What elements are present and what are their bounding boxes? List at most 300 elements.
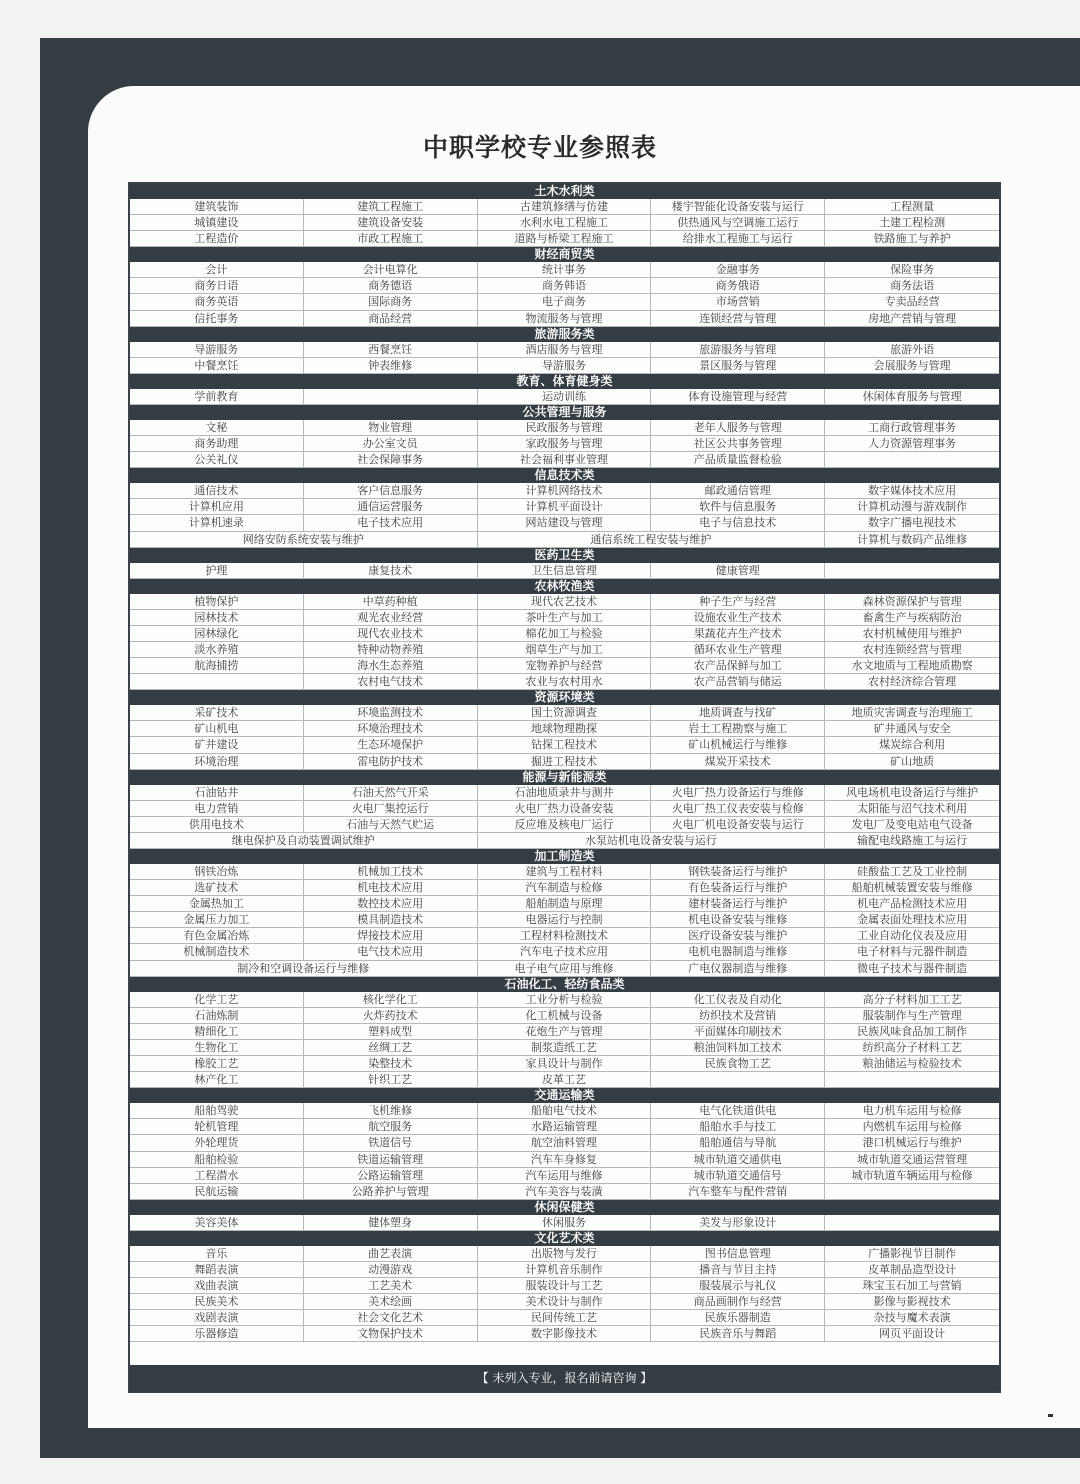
- table-cell: 石油地质录井与测井: [478, 785, 652, 800]
- table-cell: [825, 1184, 999, 1199]
- table-cell: 宠物养护与经营: [478, 658, 652, 673]
- table-row: [130, 1119, 999, 1135]
- table-cell: 皮革工艺: [478, 1072, 652, 1087]
- table-cell: 种子生产与经营: [651, 594, 825, 609]
- table-cell: 导游服务: [130, 342, 304, 357]
- table-cell: 戏剧表演: [130, 1310, 304, 1325]
- table-cell: 汽车整车与配件营销: [651, 1184, 825, 1199]
- table-cell: 矿井通风与安全: [873, 722, 951, 736]
- table-cell: 高分子材料加工工艺: [862, 992, 962, 1006]
- table-cell: 社会福利事业管理: [478, 452, 652, 467]
- table-cell: 有色装备运行与维护: [651, 880, 825, 895]
- table-cell: 发电厂及变电站电气设备: [851, 817, 973, 831]
- table-cell: 动漫游戏: [304, 1262, 478, 1277]
- table-cell: 音乐: [130, 1246, 304, 1261]
- table-cell: 汽车制造与检修: [478, 880, 652, 895]
- table-cell: 建材装备运行与维护: [651, 896, 825, 911]
- table-cell: 公路运输管理: [304, 1168, 478, 1183]
- table-row: [130, 944, 999, 960]
- table-cell: 电子材料与元器件制造: [857, 945, 968, 959]
- table-cell: 农产品营销与储运: [651, 674, 825, 689]
- table-cell: 旅游外语: [890, 342, 935, 356]
- table-cell: 煤炭综合利用: [879, 738, 946, 752]
- table-cell: 采矿技术: [130, 705, 304, 720]
- table-row: [130, 785, 999, 801]
- table-cell: 观光农业经营: [304, 610, 478, 625]
- table-cell: 硅酸盐工艺及工业控制: [857, 865, 968, 878]
- table-cell: 钟表维修: [304, 358, 478, 373]
- table-cell: 太阳能与沼气技术利用: [857, 801, 968, 815]
- table-row: [130, 199, 999, 215]
- table-cell: 电子技术应用: [304, 515, 478, 530]
- table-cell: 矿井建设: [130, 737, 304, 752]
- table-cell: 船舶通信与导航: [651, 1135, 825, 1150]
- table-cell: 继电保护及自动装置调试维护: [130, 833, 478, 848]
- table-cell: 生物化工: [130, 1040, 304, 1055]
- table-cell: 汽车运用与维修: [478, 1168, 652, 1183]
- table-row: [130, 928, 999, 944]
- category-header: 公共管理与服务: [130, 405, 999, 420]
- table-cell: 电力机车运用与检修: [862, 1104, 962, 1118]
- table-cell: 广播影视节目制作: [868, 1246, 957, 1260]
- table-cell: 建筑与工程材料: [478, 864, 652, 879]
- table-cell: 铁道运输管理: [304, 1152, 478, 1167]
- table-cell: [825, 452, 999, 467]
- table-row: [130, 992, 999, 1008]
- table-cell: 内燃机车运用与检修: [862, 1120, 962, 1134]
- table-cell: 电子与信息技术: [651, 515, 825, 530]
- table-cell: 纺织高分子材料工艺: [862, 1040, 962, 1054]
- table-cell: 计算机平面设计: [478, 499, 652, 514]
- table-row: [130, 1246, 999, 1262]
- table-cell: 民政服务与管理: [478, 420, 652, 435]
- table-cell: 连锁经营与管理: [651, 311, 825, 326]
- table-cell: 核化学化工: [304, 992, 478, 1007]
- table-row: [130, 1024, 999, 1040]
- table-row: [130, 626, 999, 642]
- table-cell: 美容美体: [130, 1215, 304, 1230]
- table-cell: 钢铁冶炼: [130, 864, 304, 879]
- table-cell: 焊接技术应用: [304, 928, 478, 943]
- table-cell: 商务法语: [890, 279, 935, 293]
- table-cell: 有色金属冶炼: [130, 928, 304, 943]
- table-cell: 建筑装饰: [130, 199, 304, 214]
- table-cell: 工业自动化仪表及应用: [857, 929, 968, 943]
- table-cell: 给排水工程施工与运行: [651, 231, 825, 246]
- table-cell: 现代农业技术: [304, 626, 478, 641]
- table-cell: 航空服务: [304, 1119, 478, 1134]
- table-cell: 出版物与发行: [478, 1246, 652, 1261]
- table-cell: 茶叶生产与加工: [478, 610, 652, 625]
- table-cell: 通信技术: [130, 483, 304, 498]
- table-row: [130, 658, 999, 674]
- category-header: 旅游服务类: [130, 327, 999, 342]
- table-cell: 石油与天然气贮运: [304, 817, 478, 832]
- table-cell: 染整技术: [304, 1056, 478, 1071]
- table-row: [130, 1310, 999, 1326]
- table-row: [130, 231, 999, 247]
- table-cell: 运动训练: [478, 389, 652, 404]
- table-row: [130, 754, 999, 770]
- table-cell: 乐器修造: [130, 1326, 304, 1341]
- table-cell: 土建工程检测: [879, 216, 946, 230]
- table-row: [130, 311, 999, 327]
- table-cell: 供用电技术: [130, 817, 304, 832]
- table-row: [130, 642, 999, 658]
- table-cell: 精细化工: [130, 1024, 304, 1039]
- table-cell: 掘进工程技术: [478, 754, 652, 769]
- table-cell: 农村经济综合管理: [868, 675, 957, 689]
- table-cell: 钻探工程技术: [478, 737, 652, 752]
- table-cell: 设施农业生产技术: [651, 610, 825, 625]
- table-cell: 特种动物养殖: [304, 642, 478, 657]
- table-row: [130, 833, 999, 849]
- table-cell: 平面媒体印刷技术: [651, 1024, 825, 1039]
- table-cell: 循环农业生产管理: [651, 642, 825, 657]
- table-cell: 植物保护: [130, 594, 304, 609]
- table-cell: 金属压力加工: [130, 912, 304, 927]
- corner-mark: [1048, 1414, 1053, 1417]
- table-cell: 机械制造技术: [130, 944, 304, 959]
- table-cell: 模具制造技术: [304, 912, 478, 927]
- table-cell: 火电厂集控运行: [304, 801, 478, 816]
- table-cell: 图书信息管理: [651, 1246, 825, 1261]
- table-cell: 船舶水手与技工: [651, 1119, 825, 1134]
- table-cell: 雷电防护技术: [304, 754, 478, 769]
- table-cell: 工商行政管理事务: [868, 420, 957, 434]
- table-cell: 航海捕捞: [130, 658, 304, 673]
- table-cell: 城镇建设: [130, 215, 304, 230]
- table-cell: 火电厂机电设备安装与运行: [651, 817, 825, 832]
- table-cell: 针织工艺: [304, 1072, 478, 1087]
- table-cell: 物业管理: [304, 420, 478, 435]
- table-cell: 生态环境保护: [304, 737, 478, 752]
- table-row: [130, 452, 999, 468]
- table-cell: 民间传统工艺: [478, 1310, 652, 1325]
- table-cell: 电气化铁道供电: [651, 1103, 825, 1118]
- table-row: [130, 1103, 999, 1119]
- table-cell: 船舶电气技术: [478, 1103, 652, 1118]
- category-header: 资源环境类: [130, 690, 999, 705]
- table-cell: 专卖品经营: [884, 295, 940, 309]
- table-row: [130, 1072, 999, 1088]
- table-cell: 古建筑修缮与仿建: [478, 199, 652, 214]
- table-cell: 海水生态养殖: [304, 658, 478, 673]
- table-cell: 导游服务: [478, 358, 652, 373]
- table-cell: 家政服务与管理: [478, 436, 652, 451]
- table-row: [130, 1152, 999, 1168]
- table-cell: 护理: [130, 563, 304, 578]
- table-cell: 体育设施管理与经营: [651, 389, 825, 404]
- table-row: [130, 880, 999, 896]
- table-row: [130, 721, 999, 737]
- table-cell: 农产品保鲜与加工: [651, 658, 825, 673]
- table-cell: 外轮理货: [130, 1135, 304, 1150]
- table-cell: 地质调查与找矿: [651, 705, 825, 720]
- table-cell: 文物保护技术: [304, 1326, 478, 1341]
- table-cell: 环境治理技术: [304, 721, 478, 736]
- table-row: [130, 817, 999, 833]
- table-cell: 棉花加工与检验: [478, 626, 652, 641]
- table-cell: 老年人服务与管理: [651, 420, 825, 435]
- table-row: [130, 1008, 999, 1024]
- table-row: [130, 563, 999, 579]
- table-cell: 农业与农村用水: [478, 674, 652, 689]
- table-cell: 房地产营销与管理: [868, 311, 957, 325]
- table-row: [130, 961, 999, 977]
- table-cell: 水路运输管理: [478, 1119, 652, 1134]
- category-header: 土木水利类: [130, 184, 999, 199]
- table-cell: 城市轨道车辆运用与检修: [851, 1168, 973, 1182]
- table-cell: 汽车车身修复: [478, 1152, 652, 1167]
- table-cell: 汽车美容与装潢: [478, 1184, 652, 1199]
- table-row: [130, 499, 999, 515]
- table-cell: 休闲体育服务与管理: [862, 389, 962, 403]
- table-cell: 制冷和空调设备运行与维修: [130, 961, 478, 976]
- table-cell: 健康管理: [651, 563, 825, 578]
- table-cell: 制浆造纸工艺: [478, 1040, 652, 1055]
- table-cell: 计算机音乐制作: [478, 1262, 652, 1277]
- table-cell: 火电厂热工仪表安装与检修: [651, 801, 825, 816]
- page-title: 中职学校专业参照表: [422, 133, 657, 162]
- table-cell: 计算机速录: [130, 515, 304, 530]
- table-cell: 网页平面设计: [879, 1327, 946, 1341]
- table-row: [130, 420, 999, 436]
- table-row: [130, 864, 999, 880]
- table-cell: 粮油饲料加工技术: [651, 1040, 825, 1055]
- table-cell: 烟草生产与加工: [478, 642, 652, 657]
- table-cell: 民族食物工艺: [651, 1056, 825, 1071]
- category-header: 加工制造类: [130, 849, 999, 864]
- table-cell: 矿山机械运行与维修: [651, 737, 825, 752]
- table-cell: 社会文化艺术: [304, 1310, 478, 1325]
- major-reference-table: [128, 182, 1001, 1393]
- table-cell: 商务德语: [304, 278, 478, 293]
- table-cell: 微电子技术与器件制造: [857, 961, 968, 975]
- table-cell: 数字媒体技术应用: [868, 484, 957, 498]
- table-cell: 农村连锁经营与管理: [862, 642, 962, 656]
- table-row: [130, 262, 999, 278]
- table-cell: 花炮生产与管理: [478, 1024, 652, 1039]
- table-cell: 康复技术: [304, 563, 478, 578]
- table-cell: 民族风味食品加工制作: [857, 1024, 968, 1038]
- category-header: 农林牧渔类: [130, 579, 999, 594]
- table-cell: 畜禽生产与疾病防治: [862, 610, 962, 624]
- table-cell: 森林资源保护与管理: [862, 594, 962, 608]
- table-cell: 园林技术: [130, 610, 304, 625]
- table-cell: 中餐烹饪: [130, 358, 304, 373]
- table-cell: 水利水电工程施工: [478, 215, 652, 230]
- table-cell: 钢铁装备运行与维护: [651, 864, 825, 879]
- table-cell: 机械加工技术: [304, 864, 478, 879]
- table-row: [130, 610, 999, 626]
- table-cell: 电机电器制造与维修: [651, 944, 825, 959]
- table-cell: 水泵站机电设备安装与运行: [478, 833, 826, 848]
- table-cell: 计算机与数码产品维修: [857, 532, 968, 546]
- table-cell: 机电技术应用: [304, 880, 478, 895]
- table-cell: 商务英语: [130, 294, 304, 309]
- table-cell: [825, 1215, 999, 1230]
- table-cell: 火电厂热力设备安装: [478, 801, 652, 816]
- table-cell: 民族音乐与舞蹈: [651, 1326, 825, 1341]
- table-cell: 会计电算化: [304, 262, 478, 277]
- table-cell: 地质灾害调查与治理施工: [851, 706, 973, 720]
- table-cell: 现代农艺技术: [478, 594, 652, 609]
- table-row: [130, 912, 999, 928]
- table-cell: 航空油料管理: [478, 1135, 652, 1150]
- table-row: [130, 278, 999, 294]
- table-cell: 工程造价: [130, 231, 304, 246]
- table-cell: 橡胶工艺: [130, 1056, 304, 1071]
- table-cell: 石油钻井: [130, 785, 304, 800]
- table-row: [130, 594, 999, 610]
- table-row: [130, 1040, 999, 1056]
- table-row: [130, 674, 999, 690]
- table-cell: 风电场机电设备运行与维护: [846, 785, 979, 799]
- table-cell: 船舶驾驶: [130, 1103, 304, 1118]
- table-cell: 电器运行与控制: [478, 912, 652, 927]
- table-cell: 淡水养殖: [130, 642, 304, 657]
- table-cell: 酒店服务与管理: [478, 342, 652, 357]
- table-cell: 矿山机电: [130, 721, 304, 736]
- table-cell: 会计: [130, 262, 304, 277]
- table-cell: 电子电气应用与维修: [478, 961, 652, 976]
- table-cell: 林产化工: [130, 1072, 304, 1087]
- table-cell: 汽车电子技术应用: [478, 944, 652, 959]
- table-cell: 邮政通信管理: [651, 483, 825, 498]
- table-cell: 商务助理: [130, 436, 304, 451]
- table-cell: 卫生信息管理: [478, 563, 652, 578]
- table-row: [130, 532, 999, 548]
- table-cell: 电子商务: [478, 294, 652, 309]
- table-row: [130, 483, 999, 499]
- table-cell: 粮油储运与检验技术: [862, 1057, 962, 1071]
- table-cell: 市政工程施工: [304, 231, 478, 246]
- table-cell: 工程材料检测技术: [478, 928, 652, 943]
- table-cell: 机电产品检测技术应用: [857, 897, 968, 911]
- table-cell: 船舶机械装置安装与维修: [851, 881, 973, 895]
- table-row: [130, 801, 999, 817]
- table-cell: 船舶检验: [130, 1152, 304, 1167]
- table-cell: [304, 389, 478, 404]
- table-cell: [825, 1072, 999, 1087]
- table-cell: 农村电气技术: [304, 674, 478, 689]
- table-cell: 皮革制品造型设计: [868, 1262, 957, 1276]
- table-cell: 铁路施工与养护: [873, 232, 951, 246]
- table-cell: 数字影像技术: [478, 1326, 652, 1341]
- table-cell: 轮机管理: [130, 1119, 304, 1134]
- table-cell: 市场营销: [651, 294, 825, 309]
- table-row: [130, 737, 999, 753]
- table-cell: 统计事务: [478, 262, 652, 277]
- table-cell: 服装设计与工艺: [478, 1278, 652, 1293]
- table-row: [130, 1168, 999, 1184]
- table-cell: 化工仪表及自动化: [651, 992, 825, 1007]
- table-cell: 客户信息服务: [304, 483, 478, 498]
- table-cell: [130, 674, 304, 689]
- category-header: 财经商贸类: [130, 247, 999, 262]
- table-cell: 社区公共事务管理: [651, 436, 825, 451]
- table-cell: 工艺美术: [304, 1278, 478, 1293]
- table-cell: 火炸药技术: [304, 1008, 478, 1023]
- table-cell: 园林绿化: [130, 626, 304, 641]
- table-cell: 船舶制造与原理: [478, 896, 652, 911]
- table-cell: 曲艺表演: [304, 1246, 478, 1261]
- table-cell: 服装制作与生产管理: [862, 1008, 962, 1022]
- table-cell: 美术设计与制作: [478, 1294, 652, 1309]
- category-header: 休闲保健类: [130, 1200, 999, 1215]
- table-cell: 塑料成型: [304, 1024, 478, 1039]
- table-cell: 美发与形象设计: [651, 1215, 825, 1230]
- table-cell: 美术绘画: [304, 1294, 478, 1309]
- table-cell: 通信系统工程安装与维护: [478, 532, 826, 547]
- table-cell: 丝绸工艺: [304, 1040, 478, 1055]
- table-row: [130, 515, 999, 531]
- table-row: [130, 705, 999, 721]
- table-cell: 网站建设与管理: [478, 515, 652, 530]
- table-row: [130, 389, 999, 405]
- table-cell: 民族乐器制造: [651, 1310, 825, 1325]
- table-cell: 商品经营: [304, 311, 478, 326]
- table-cell: 珠宝玉石加工与营销: [862, 1279, 962, 1293]
- table-cell: 数字广播电视技术: [868, 516, 957, 530]
- table-row: [130, 1135, 999, 1151]
- table-cell: 保险事务: [890, 263, 935, 277]
- table-cell: 学前教育: [130, 389, 304, 404]
- table-row: [130, 1215, 999, 1231]
- footer-note: 【 未列入专业，报名前请咨询 】: [130, 1365, 999, 1391]
- table-row: [130, 342, 999, 358]
- table-cell: 旅游服务与管理: [651, 342, 825, 357]
- table-cell: 金融事务: [651, 262, 825, 277]
- category-header: 交通运输类: [130, 1088, 999, 1103]
- category-header: 石油化工、轻纺食品类: [130, 977, 999, 992]
- table-cell: 景区服务与管理: [651, 358, 825, 373]
- table-cell: 纺织技术及营销: [651, 1008, 825, 1023]
- table-cell: 物流服务与管理: [478, 311, 652, 326]
- table-cell: 公路养护与管理: [304, 1184, 478, 1199]
- table-cell: 西餐烹饪: [304, 342, 478, 357]
- table-cell: [651, 1072, 825, 1087]
- table-cell: 服装展示与礼仪: [651, 1278, 825, 1293]
- table-cell: 商务日语: [130, 278, 304, 293]
- table-cell: 环境监测技术: [304, 705, 478, 720]
- table-cell: 电力营销: [130, 801, 304, 816]
- table-cell: 城市轨道交通信号: [651, 1168, 825, 1183]
- table-cell: 港口机械运行与维护: [862, 1136, 962, 1150]
- table-cell: 农村机械使用与维护: [862, 626, 962, 640]
- table-cell: 公关礼仪: [130, 452, 304, 467]
- table-cell: 计算机动漫与游戏制作: [857, 500, 968, 514]
- category-header: 文化艺术类: [130, 1231, 999, 1246]
- table-cell: 会展服务与管理: [873, 358, 951, 372]
- table-cell: 煤炭开采技术: [651, 754, 825, 769]
- table-cell: 产品质量监督检验: [651, 452, 825, 467]
- table-cell: 文秘: [130, 420, 304, 435]
- table-cell: 影像与影视技术: [873, 1295, 951, 1309]
- table-cell: 城市轨道交通供电: [651, 1152, 825, 1167]
- table-cell: [825, 563, 999, 578]
- table-cell: 健体塑身: [304, 1215, 478, 1230]
- table-cell: 民族美术: [130, 1294, 304, 1309]
- table-row: [130, 1056, 999, 1072]
- table-cell: 民航运输: [130, 1184, 304, 1199]
- table-cell: 广电仪器制造与维修: [651, 961, 825, 976]
- table-cell: 计算机网络技术: [478, 483, 652, 498]
- table-row: [130, 215, 999, 231]
- category-header: 医药卫生类: [130, 548, 999, 563]
- table-row: [130, 436, 999, 452]
